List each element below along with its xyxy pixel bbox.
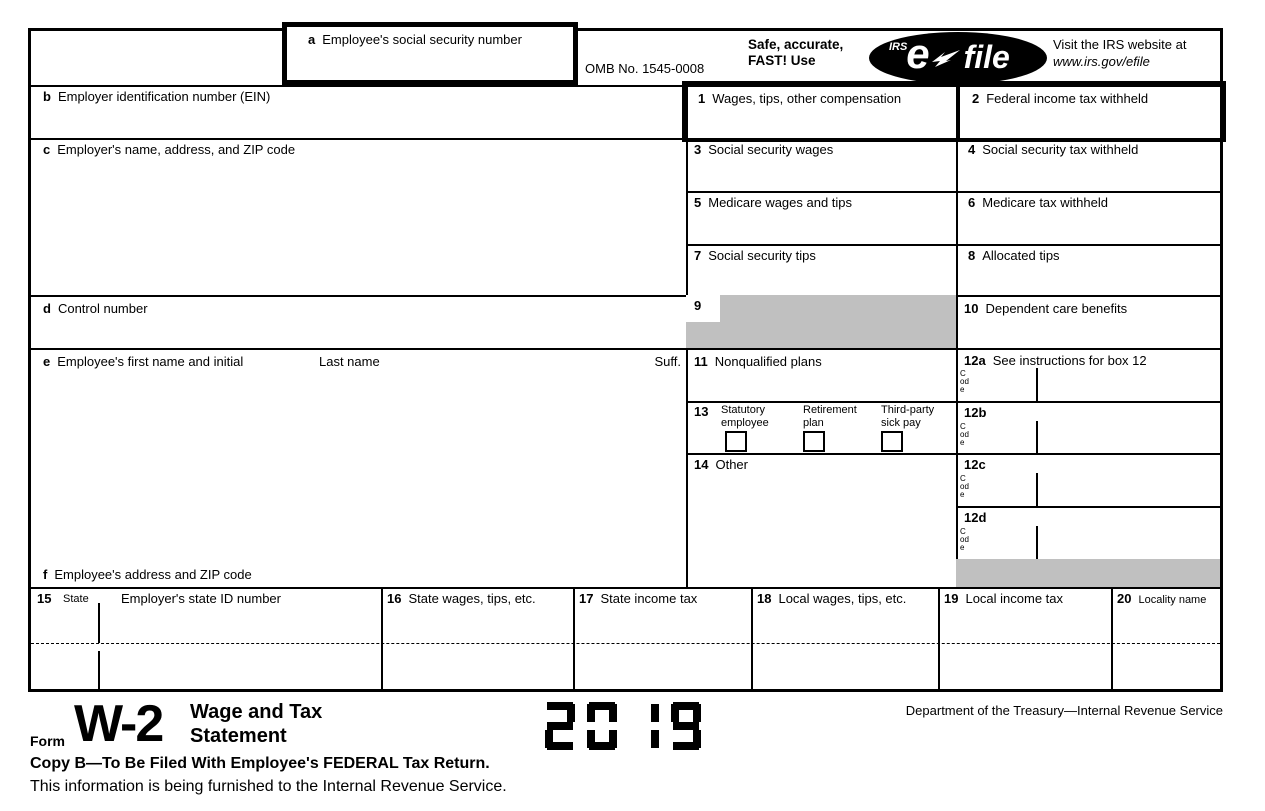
third-party-sick-pay-checkbox[interactable] xyxy=(881,431,903,452)
box-d-label[interactable]: d Control number xyxy=(43,301,148,316)
irs-efile-logo xyxy=(869,32,1047,84)
box-16-label[interactable]: 16 State wages, tips, etc. xyxy=(387,591,536,606)
box-12c-code-divider xyxy=(1036,473,1038,506)
dashed-divider xyxy=(31,643,1220,644)
divider xyxy=(1111,587,1113,689)
box-19-label[interactable]: 19 Local income tax xyxy=(944,591,1064,606)
box-9-shaded-area xyxy=(686,295,956,348)
form-title: Wage and Tax Statement xyxy=(190,701,323,747)
box-4-label[interactable]: 4 Social security tax withheld xyxy=(968,142,1139,157)
box-12d-label[interactable]: 12d xyxy=(964,510,987,525)
efile-tagline: Safe, accurate, FAST! Use xyxy=(748,37,844,68)
box-12b-code-divider xyxy=(1036,421,1038,453)
box-18-label[interactable]: 18 Local wages, tips, etc. xyxy=(757,591,907,606)
omb-number: OMB No. 1545-0008 xyxy=(585,61,705,76)
box-6-label[interactable]: 6 Medicare tax withheld xyxy=(968,195,1108,210)
box-12c-label[interactable]: 12c xyxy=(964,457,986,472)
box-2-label: 2 Federal income tax withheld xyxy=(972,91,1149,106)
lightning-bolt-icon xyxy=(932,48,964,68)
third-party-sick-pay-label: Third-party sick pay xyxy=(881,404,935,429)
retirement-plan-label: Retirement plan xyxy=(803,404,857,429)
copy-b-instruction: Copy B—To Be Filed With Employee's FEDERAL Tax Return. xyxy=(30,755,490,772)
efile-file-glyph: file xyxy=(963,38,1010,75)
box-12d-code-divider xyxy=(1036,526,1038,559)
tax-year-display xyxy=(545,702,713,750)
box-12b-label[interactable]: 12b xyxy=(964,405,987,420)
box-12a-code-label: Code xyxy=(960,369,969,394)
retirement-plan-checkbox[interactable] xyxy=(803,431,825,452)
divider xyxy=(573,587,575,689)
box-e-last-name-label: Last name xyxy=(319,354,380,369)
box-12d-code-label: Code xyxy=(960,527,969,552)
irs-website-note: Visit the IRS website at www.irs.gov/efile xyxy=(1053,37,1187,69)
furnished-note: This information is being furnished to the Internal Revenue Service. xyxy=(30,778,507,795)
box-12a-label[interactable]: 12a See instructions for box 12 xyxy=(964,353,1147,368)
box-11-label[interactable]: 11 Nonqualified plans xyxy=(694,354,822,369)
form-number-w2: W-2 xyxy=(74,695,163,753)
box-3-label[interactable]: 3 Social security wages xyxy=(694,142,834,157)
statutory-employee-label: Statutory employee xyxy=(721,404,769,429)
state-entry-tick xyxy=(98,603,100,643)
box-12a-code-divider xyxy=(1036,368,1038,401)
divider xyxy=(956,506,1220,508)
box-14-label[interactable]: 14 Other xyxy=(694,457,748,472)
divider xyxy=(686,401,1220,403)
form-word: Form xyxy=(30,733,65,749)
box-a-label: a Employee's social security number xyxy=(308,32,522,47)
box-15-employer-state-id-label: Employer's state ID number xyxy=(121,591,281,606)
irs-url: www.irs.gov/efile xyxy=(1053,54,1150,69)
box-12c-code-label: Code xyxy=(960,474,969,499)
box-15-state-label: State xyxy=(63,593,89,605)
box-5-label[interactable]: 5 Medicare wages and tips xyxy=(694,195,853,210)
box-8-label[interactable]: 8 Allocated tips xyxy=(968,248,1060,263)
box-e-label[interactable]: e Employee's first name and initial xyxy=(43,354,244,369)
box-13-number: 13 xyxy=(694,404,709,419)
box-15-number[interactable]: 15 xyxy=(37,591,52,606)
divider xyxy=(686,191,1220,193)
box-b-label[interactable]: b Employer identification number (EIN) xyxy=(43,89,271,104)
divider xyxy=(31,295,1220,297)
box-12b-code-label: Code xyxy=(960,422,969,447)
divider xyxy=(938,587,940,689)
divider xyxy=(31,138,686,140)
box-9-number: 9 xyxy=(694,298,702,313)
box-10-label[interactable]: 10 Dependent care benefits xyxy=(964,301,1128,316)
irs-logo-text: IRS xyxy=(889,41,908,53)
divider xyxy=(686,453,1220,455)
state-entry-tick xyxy=(98,651,100,691)
department-of-treasury-label: Department of the Treasury—Internal Revenue Service xyxy=(905,703,1223,718)
box-f-label[interactable]: f Employee's address and ZIP code xyxy=(43,567,252,582)
box-20-label[interactable]: 20 Locality name xyxy=(1117,591,1207,606)
w2-form-grid xyxy=(28,28,1223,692)
divider xyxy=(956,85,958,587)
box-7-label[interactable]: 7 Social security tips xyxy=(694,248,816,263)
divider xyxy=(31,348,1220,350)
box-e-suffix-label: Suff. xyxy=(654,354,681,369)
box-a-ssn-field[interactable] xyxy=(282,22,578,85)
efile-e-glyph: e xyxy=(906,30,930,77)
box-1-label: 1 Wages, tips, other compensation xyxy=(698,91,902,106)
divider xyxy=(751,587,753,689)
box-12d-shaded-strip xyxy=(956,559,1220,587)
divider xyxy=(381,587,383,689)
divider xyxy=(31,587,1220,589)
box-c-label[interactable]: c Employer's name, address, and ZIP code xyxy=(43,142,296,157)
divider xyxy=(686,244,1220,246)
statutory-employee-checkbox[interactable] xyxy=(725,431,747,452)
box-17-label[interactable]: 17 State income tax xyxy=(579,591,698,606)
